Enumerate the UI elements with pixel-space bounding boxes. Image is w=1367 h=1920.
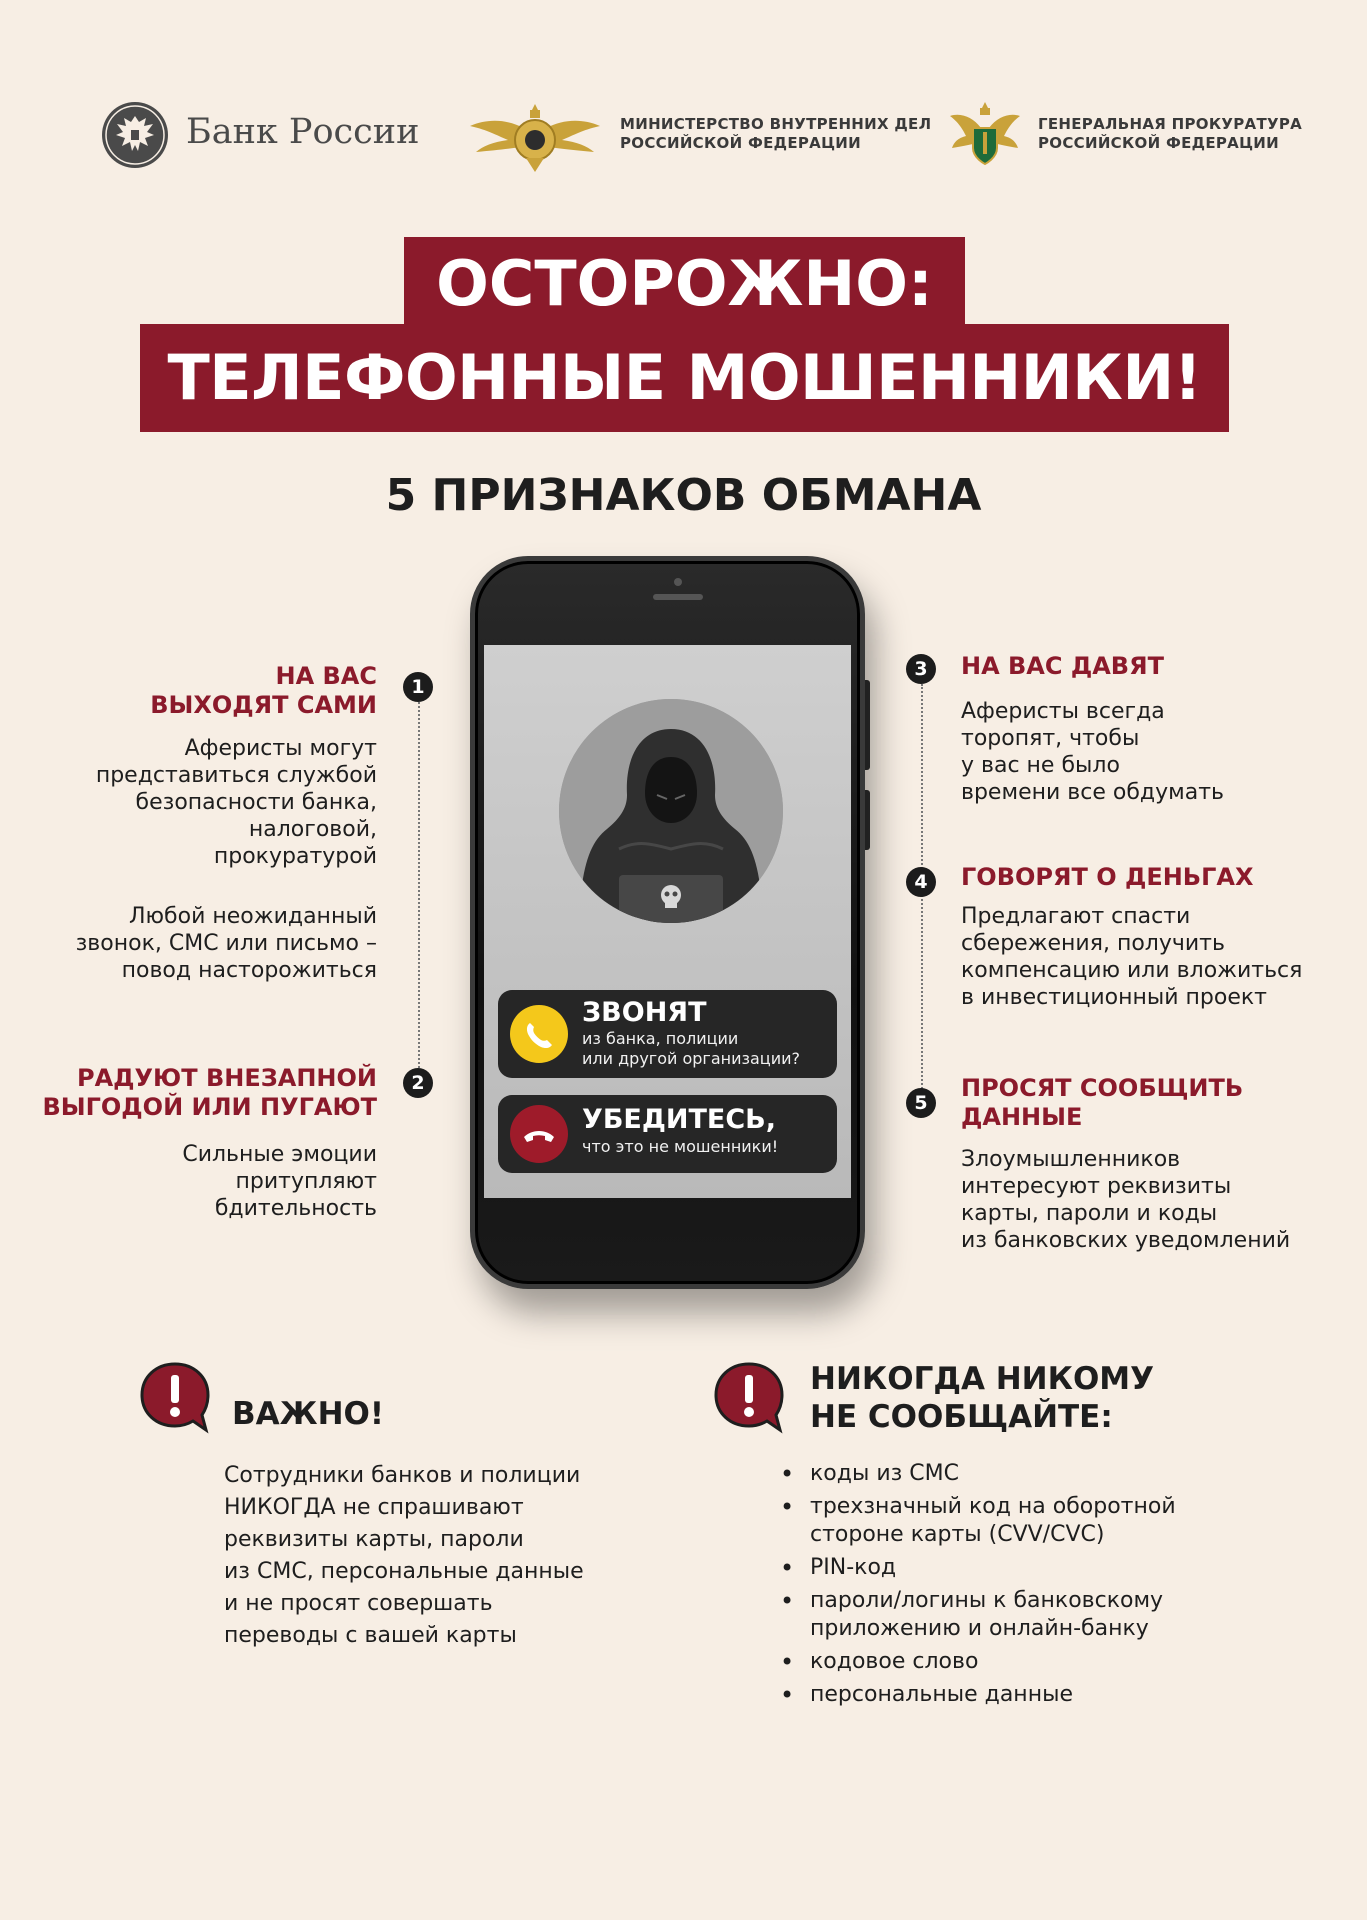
never-list-item (780, 1554, 1176, 1582)
prosecutor-name-line: РОССИЙСКОЙ ФЕДЕРАЦИИ (1038, 134, 1280, 152)
phone-speaker (653, 594, 703, 600)
sign-5-text-line: из банковских уведомлений (961, 1228, 1291, 1253)
phone-hangup-icon (510, 1105, 568, 1163)
never-list-item-text: • коды из СМС (810, 1461, 960, 1486)
prosecutor-name (1038, 115, 1302, 153)
never-list-item-text: • кодовое слово (810, 1649, 979, 1674)
never-title-line: НЕ СООБЩАЙТЕ: (810, 1399, 1113, 1435)
left-dotted-connector (418, 702, 420, 1080)
important-badge (138, 1360, 212, 1434)
prosecutor-name-line: ГЕНЕРАЛЬНАЯ ПРОКУРАТУРА (1038, 115, 1303, 133)
sign-3-text (961, 698, 1224, 806)
answer-call-button[interactable] (510, 1005, 568, 1063)
sign-4-text-line: сбережения, получить (961, 931, 1225, 956)
incoming-call-subtitle-line: или другой организации? (582, 1049, 800, 1068)
sign-3-text-line: времени все обдумать (961, 780, 1224, 805)
important-text-line: из СМС, персональные данные (224, 1559, 584, 1584)
sign-number-5: 5 (906, 1088, 936, 1118)
never-title (810, 1360, 1154, 1436)
never-list-item-text: • пароли/логины к банковскому (810, 1588, 1164, 1613)
sign-1-text-2-line: повод насторожиться (121, 958, 377, 983)
sign-1-text-line: Аферисты могут (184, 736, 377, 761)
hooded-hacker-icon (559, 699, 783, 923)
decline-call-subtitle: что это не мошенники! (582, 1137, 779, 1156)
sign-2-text-line: Сильные эмоции (182, 1142, 377, 1167)
important-text (224, 1460, 584, 1652)
sign-5-title (961, 1074, 1243, 1132)
never-badge (712, 1360, 786, 1434)
sign-number-4: 4 (906, 867, 936, 897)
sign-3-title (961, 652, 1164, 681)
decline-call-card[interactable] (498, 1095, 837, 1173)
never-list-item-text: приложению и онлайн-банку (810, 1616, 1149, 1641)
sign-2-title-line: РАДУЮТ ВНЕЗАПНОЙ (77, 1064, 377, 1092)
sign-2-title (42, 1064, 377, 1122)
sign-4-title (961, 863, 1253, 892)
sign-5-title-line: ПРОСЯТ СООБЩИТЬ (961, 1074, 1244, 1102)
mvd-name-line: РОССИЙСКОЙ ФЕДЕРАЦИИ (620, 134, 862, 152)
sign-1-title-line: НА ВАС (275, 662, 377, 690)
sign-1-text-2 (76, 903, 377, 984)
mvd-eagle-emblem-icon (468, 96, 602, 176)
sign-4-text-line: в инвестиционный проект (961, 985, 1267, 1010)
important-text-line: переводы с вашей карты (224, 1623, 517, 1648)
sign-5-title-line: ДАННЫЕ (961, 1103, 1083, 1131)
important-text-line: НИКОГДА не спрашивают (224, 1495, 524, 1520)
sign-1-text-line: представиться службой (95, 763, 377, 788)
incoming-call-subtitle-line: из банка, полиции (582, 1029, 739, 1048)
phone-answer-icon (510, 1005, 568, 1063)
incoming-call-title: ЗВОНЯТ (582, 997, 707, 1028)
subtitle: 5 ПРИЗНАКОВ ОБМАНА (385, 470, 982, 521)
important-title (232, 1395, 384, 1433)
important-title-text: ВАЖНО! (232, 1396, 385, 1432)
sign-1-text-2-line: Любой неожиданный (128, 904, 377, 929)
bank-russia-name: Банк России (186, 112, 420, 152)
sign-2-text (182, 1141, 377, 1222)
sign-2-text-line: бдительность (214, 1196, 377, 1221)
sign-1-text-line: прокуратурой (213, 844, 377, 869)
decline-call-title: УБЕДИТЕСЬ, (582, 1104, 776, 1135)
never-list-item (780, 1460, 1176, 1488)
important-text-line: и не просят совершать (224, 1591, 493, 1616)
never-list-item-text: • персональные данные (810, 1682, 1073, 1707)
prosecutor-eagle-emblem-icon (948, 98, 1022, 174)
sign-1-text (96, 735, 377, 870)
title-line-2: ТЕЛЕФОННЫЕ МОШЕННИКИ! (140, 324, 1229, 432)
sign-1-text-line: налоговой, (248, 817, 377, 842)
sign-5-text-line: карты, пароли и коды (961, 1201, 1218, 1226)
phone-camera (674, 578, 682, 586)
sign-4-title-line: ГОВОРЯТ О ДЕНЬГАХ (961, 863, 1254, 891)
never-list-item (780, 1648, 1176, 1676)
sign-3-text-line: у вас не было (961, 753, 1120, 778)
title-line-1: ОСТОРОЖНО: (404, 237, 965, 331)
never-title-line: НИКОГДА НИКОМУ (810, 1361, 1155, 1397)
sign-2-title-line: ВЫГОДОЙ ИЛИ ПУГАЮТ (42, 1093, 377, 1121)
never-list-item (780, 1493, 1176, 1549)
sign-5-text-line: Злоумышленников (961, 1147, 1181, 1172)
sign-1-text-2-line: звонок, СМС или письмо – (75, 931, 377, 956)
incoming-call-card[interactable] (498, 990, 837, 1078)
never-list-item-text: • PIN-код (810, 1555, 897, 1580)
sign-3-text-line: Аферисты всегда (961, 699, 1165, 724)
never-list-item (780, 1681, 1176, 1709)
bank-russia-logo (100, 100, 170, 170)
mvd-name (620, 115, 931, 153)
sign-2-text-line: притупляют (235, 1169, 377, 1194)
sign-4-text-line: компенсацию или вложиться (961, 958, 1303, 983)
mvd-emblem (468, 96, 602, 176)
sign-number-2: 2 (403, 1068, 433, 1098)
never-list (780, 1460, 1176, 1714)
never-list-item-text: стороне карты (CVV/CVC) (810, 1522, 1105, 1547)
sign-5-text (961, 1146, 1290, 1254)
exclamation-bubble-icon (712, 1360, 786, 1434)
sign-1-title (150, 662, 377, 720)
never-list-item (780, 1587, 1176, 1643)
important-text-line: Сотрудники банков и полиции (224, 1463, 581, 1488)
sign-5-text-line: интересуют реквизиты (961, 1174, 1232, 1199)
decline-call-button[interactable] (510, 1105, 568, 1163)
sign-4-text (961, 903, 1302, 1011)
prosecutor-emblem (948, 98, 1022, 174)
mvd-name-line: МИНИСТЕРСТВО ВНУТРЕННИХ ДЕЛ (620, 115, 932, 133)
double-headed-eagle-icon (100, 100, 170, 170)
sign-1-text-line: безопасности банка, (135, 790, 377, 815)
sign-3-text-line: торопят, чтобы (961, 726, 1140, 751)
sign-4-text-line: Предлагают спасти (961, 904, 1191, 929)
important-text-line: реквизиты карты, пароли (224, 1527, 524, 1552)
sign-number-3: 3 (906, 654, 936, 684)
incoming-call-subtitle (582, 1029, 800, 1069)
sign-1-title-line: ВЫХОДЯТ САМИ (150, 691, 377, 719)
caller-avatar (559, 699, 783, 923)
sign-number-1: 1 (403, 672, 433, 702)
exclamation-bubble-icon (138, 1360, 212, 1434)
sign-3-title-line: НА ВАС ДАВЯТ (961, 652, 1164, 680)
never-list-item-text: • трехзначный код на оборотной (810, 1494, 1176, 1519)
